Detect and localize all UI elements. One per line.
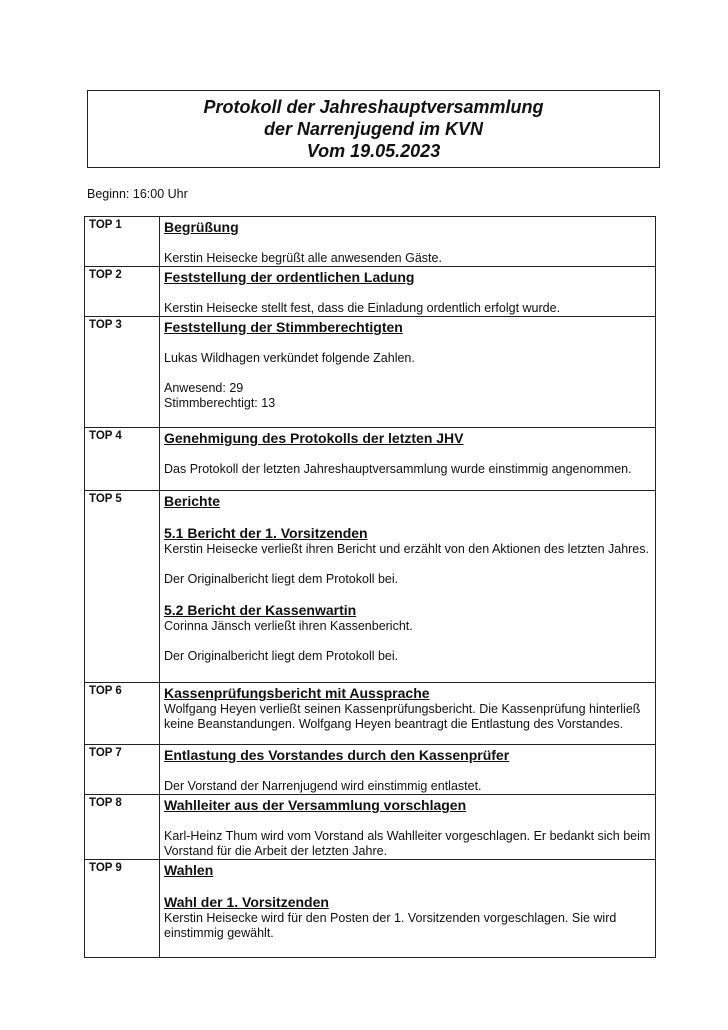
table-row xyxy=(85,860,656,958)
sub-heading: 5.1 Bericht der 1. Vorsitzenden xyxy=(164,525,368,541)
top-text: Karl-Heinz Thum wird vom Vorstand als Wahlleiter vorgeschlagen. Er bedankt sich beim Vorstand für die Arbeit der letzten Jahre. xyxy=(164,829,651,858)
sub-text: Kerstin Heisecke verließt ihren Bericht und erzählt von den Aktionen des letzten Jahres. xyxy=(164,542,649,556)
top-content xyxy=(160,745,656,795)
top-text: Der Vorstand der Narrenjugend wird einstimmig entlastet. xyxy=(164,779,482,793)
top-label: TOP 9 xyxy=(85,860,160,958)
top-content xyxy=(160,428,656,491)
title-line-1: Protokoll der Jahreshauptversammlung xyxy=(203,97,544,117)
top-content xyxy=(160,860,656,958)
top-label: TOP 1 xyxy=(85,217,160,267)
table-row xyxy=(85,795,656,860)
table-row xyxy=(85,317,656,428)
sub-text: Kerstin Heisecke wird für den Posten der 1. Vorsitzenden vorgeschlagen. Sie wird einstimmig gewählt. xyxy=(164,911,617,940)
agenda-table xyxy=(84,216,656,958)
top-label: TOP 6 xyxy=(85,683,160,745)
top-content xyxy=(160,317,656,428)
top-heading: Genehmigung des Protokolls der letzten JHV xyxy=(164,430,464,446)
top-heading: Entlastung des Vorstandes durch den Kassenprüfer xyxy=(164,747,510,763)
table-row xyxy=(85,683,656,745)
table-row xyxy=(85,491,656,683)
table-row xyxy=(85,428,656,491)
top-label: TOP 5 xyxy=(85,491,160,683)
top-heading: Feststellung der ordentlichen Ladung xyxy=(164,269,415,285)
sub-note: Der Originalbericht liegt dem Protokoll bei. xyxy=(164,572,399,586)
top-label: TOP 2 xyxy=(85,267,160,317)
title-line-2: der Narrenjugend im KVN xyxy=(263,119,484,139)
sub-text: Corinna Jänsch verließt ihren Kassenbericht. xyxy=(164,619,413,633)
top-heading: Kassenprüfungsbericht mit Aussprache xyxy=(164,685,430,701)
sub-heading: Wahl der 1. Vorsitzenden xyxy=(164,894,329,910)
voting-count: Stimmberechtigt: 13 xyxy=(164,396,276,410)
top-text: Kerstin Heisecke stellt fest, dass die Einladung ordentlich erfolgt wurde. xyxy=(164,301,561,315)
top-content xyxy=(160,267,656,317)
top-label: TOP 7 xyxy=(85,745,160,795)
top-heading: Berichte xyxy=(164,493,221,509)
table-row xyxy=(85,267,656,317)
top-heading: Wahlen xyxy=(164,862,214,878)
top-content xyxy=(160,217,656,267)
title-line-3: Vom 19.05.2023 xyxy=(306,141,441,161)
top-heading: Begrüßung xyxy=(164,219,239,235)
top-label: TOP 3 xyxy=(85,317,160,428)
top-heading: Wahlleiter aus der Versammlung vorschlagen xyxy=(164,797,467,813)
sub-heading: 5.2 Bericht der Kassenwartin xyxy=(164,602,357,618)
start-time: Beginn: 16:00 Uhr xyxy=(87,187,188,201)
top-text: Wolfgang Heyen verließt seinen Kassenprüfungsbericht. Die Kassenprüfung hinterließ keine Beanstandungen. Wolfgang Heyen beantragt die Entlastung des Vorstandes. xyxy=(164,702,641,731)
top-text: Das Protokoll der letzten Jahreshauptversammlung wurde einstimmig angenommen. xyxy=(164,462,632,476)
top-label: TOP 8 xyxy=(85,795,160,860)
top-text: Lukas Wildhagen verkündet folgende Zahlen. xyxy=(164,351,415,365)
table-row xyxy=(85,745,656,795)
top-text: Kerstin Heisecke begrüßt alle anwesenden Gäste. xyxy=(164,251,442,265)
top-content xyxy=(160,491,656,683)
sub-note: Der Originalbericht liegt dem Protokoll bei. xyxy=(164,649,399,663)
document-title-box xyxy=(87,90,660,168)
top-content xyxy=(160,683,656,745)
top-heading: Feststellung der Stimmberechtigten xyxy=(164,319,403,335)
top-content xyxy=(160,795,656,860)
attendance-count: Anwesend: 29 xyxy=(164,381,244,395)
top-label: TOP 4 xyxy=(85,428,160,491)
table-row xyxy=(85,217,656,267)
